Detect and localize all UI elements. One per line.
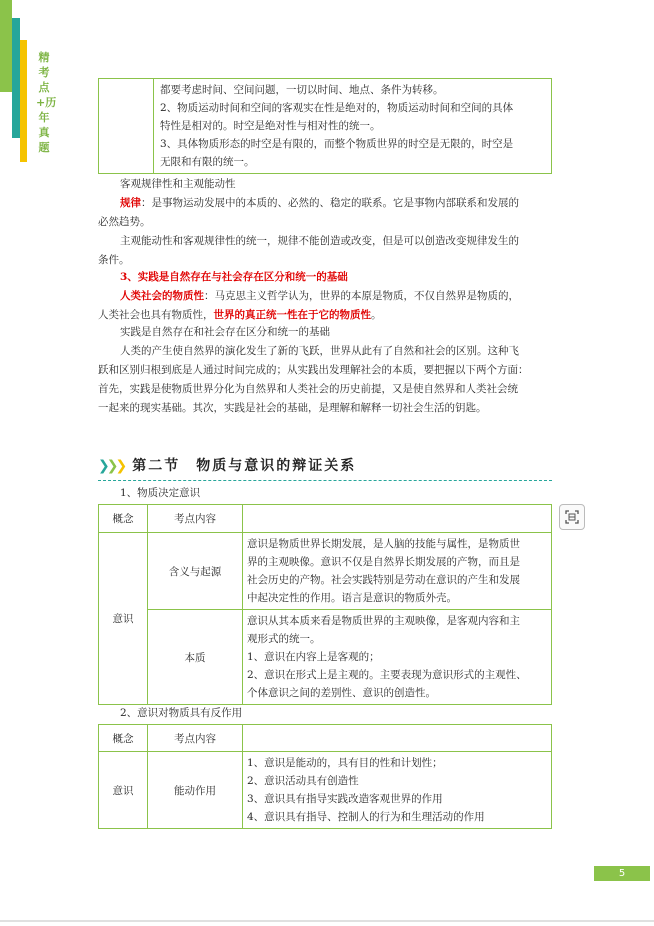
table2-line: 1、意识是能动的，具有目的性和计划性； — [247, 757, 443, 769]
emergence-line: 一起来的现实基础。其次，实践是社会的基础，是理解和解释一切社会生活的钥匙。 — [98, 402, 487, 414]
table2-header-concept: 概念 — [99, 725, 148, 752]
side-bar-yellow — [20, 40, 27, 162]
table-matter-determines — [98, 504, 552, 705]
top-table-line: 3、具体物质形态的时空是有限的，而整个物质世界的时空是无限的，时空是 — [160, 138, 514, 150]
paragraph-law-definition — [98, 194, 558, 232]
top-table-content-cell — [154, 79, 552, 174]
top-table-line: 特性是相对的。时空是绝对性与相对性的统一。 — [160, 120, 381, 132]
materiality-text: 。 — [371, 309, 382, 321]
subheading-matter-determines: 1、物质决定意识 — [120, 487, 201, 499]
top-table — [98, 78, 552, 174]
paragraph-objective-law: 客观规律性和主观能动性 — [120, 178, 236, 190]
scan-icon-glyph — [565, 510, 579, 524]
materiality-text: ：马克思主义哲学认为，世界的本原是物质，不仅自然界是物质的， — [204, 290, 519, 302]
law-text-cont: 必然趋势。 — [98, 216, 151, 228]
paragraph-social-materiality — [98, 287, 558, 325]
table1-line: 意识从其本质来看是物质世界的主观映像，是客观内容和主 — [247, 615, 520, 627]
heading-practice-basis: 3、实践是自然存在与社会存在区分和统一的基础 — [120, 271, 348, 283]
table2-row-label: 能动作用 — [148, 752, 243, 829]
table1-row-content — [243, 533, 552, 610]
table1-row-content — [243, 610, 552, 705]
table1-concept: 意识 — [99, 533, 148, 705]
paragraph-practice-basis: 实践是自然存在和社会存在区分和统一的基础 — [120, 326, 330, 338]
table1-line: 意识是物质世界长期发展，是人脑的技能与属性，是物质世 — [247, 538, 520, 550]
bottom-divider — [0, 920, 654, 922]
unity-line: 条件。 — [98, 254, 130, 266]
term-social-materiality: 人类社会的物质性 — [120, 290, 204, 302]
table1-header-concept: 概念 — [99, 505, 148, 533]
table2-line: 3、意识具有指导实践改造客观世界的作用 — [247, 793, 443, 805]
highlight-unity: 世界的真正统一性在于它的物质性 — [213, 309, 371, 321]
top-table-line: 无限和有限的统一。 — [160, 156, 255, 168]
scan-icon[interactable] — [559, 504, 585, 530]
table1-line: 观形式的统一。 — [247, 633, 321, 645]
top-table-line: 都要考虑时间、空间问题，一切以时间、地点、条件为转移。 — [160, 84, 444, 96]
table2-line: 2、意识活动具有创造性 — [247, 775, 359, 787]
table1-header-empty — [243, 505, 552, 533]
paragraph-unity — [98, 232, 558, 270]
table2-row-content — [243, 752, 552, 829]
table1-line: 社会历史的产物。社会实践特别是劳动在意识的产生和发展 — [247, 574, 520, 586]
unity-line: 主观能动性和客观规律性的统一，规律不能创造或改变，但是可以创造改变规律发生的 — [120, 235, 519, 247]
table-consciousness-reacts — [98, 724, 552, 829]
table1-line: 中起决定性的作用。语言是意识的物质外壳。 — [247, 592, 457, 604]
emergence-line: 首先，实践是使物质世界分化为自然界和人类社会的历史前提，又是使自然界和人类社会统 — [98, 383, 518, 395]
table2-line: 4、意识具有指导、控制人的行为和生理活动的作用 — [247, 811, 485, 823]
side-bar-green — [0, 0, 12, 92]
section-divider — [98, 480, 552, 481]
table1-row-label: 本质 — [148, 610, 243, 705]
table1-row-label: 含义与起源 — [148, 533, 243, 610]
term-law: 规律 — [120, 197, 141, 209]
table1-line: 2、意识在形式上是主观的。主要表现为意识形式的主观性、 — [247, 669, 527, 681]
section-heading — [98, 455, 356, 475]
table2-header-empty — [243, 725, 552, 752]
sidebar-title: 精考点+历年真题 — [36, 51, 57, 154]
table1-line: 个体意识之间的差别性、意识的创造性。 — [247, 687, 436, 699]
materiality-text: 人类社会也具有物质性， — [98, 309, 214, 321]
table2-header-content: 考点内容 — [148, 725, 243, 752]
table2-concept: 意识 — [99, 752, 148, 829]
top-table-left-cell — [99, 79, 154, 174]
side-bar-teal — [12, 18, 20, 138]
emergence-line: 跃和区别归根到底是人通过时间完成的；从实践出发理解社会的本质，要把握以下两个方面： — [98, 364, 529, 376]
chevron-icon: ❯❯❯ — [98, 458, 125, 474]
table1-line: 1、意识在内容上是客观的； — [247, 651, 380, 663]
top-table-line: 2、物质运动时间和空间的客观实在性是绝对的，物质运动时间和空间的具体 — [160, 102, 514, 114]
page-number: 5 — [594, 866, 650, 881]
section-title: 第二节 物质与意识的辩证关系 — [132, 458, 357, 474]
law-text: ：是事物运动发展中的本质的、必然的、稳定的联系。它是事物内部联系和发展的 — [141, 197, 519, 209]
table1-line: 界的主观映像。意识不仅是自然界长期发展的产物，而且是 — [247, 556, 520, 568]
subheading-consciousness-reacts: 2、意识对物质具有反作用 — [120, 707, 243, 719]
paragraph-human-emergence — [98, 342, 558, 418]
emergence-line: 人类的产生使自然界的演化发生了新的飞跃，世界从此有了自然和社会的区别。这种飞 — [120, 345, 519, 357]
table1-header-content: 考点内容 — [148, 505, 243, 533]
